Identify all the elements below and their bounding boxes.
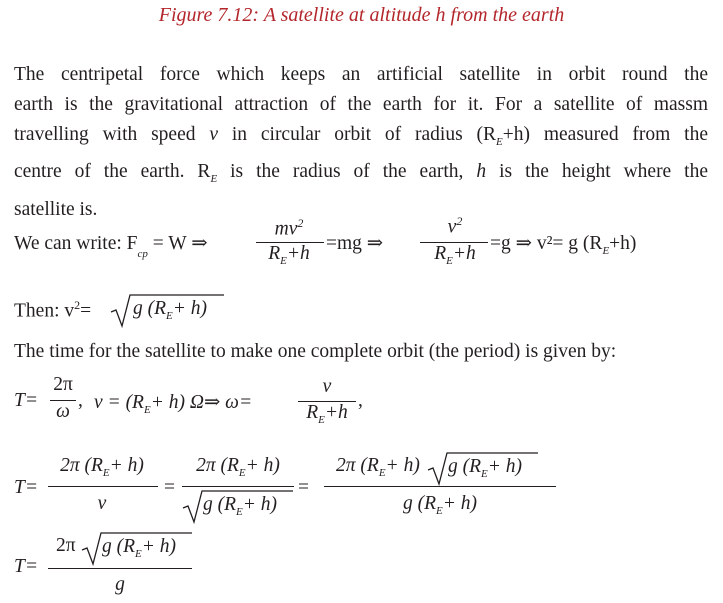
period-text: The time for the satellite to make one complete orbit (the period) is given by: xyxy=(14,341,617,362)
figure-caption: Figure 7.12: A satellite at altitude h from the earth xyxy=(158,4,565,26)
paragraph-line-5: satellite is. xyxy=(14,199,98,221)
paragraph-line-1: The centripetal force which keeps an artificial satellite in orbit round the xyxy=(14,64,708,85)
paragraph-line-3: travelling with speed v in circular orbit of radius $(R_E+h)$ measured from the xyxy=(14,123,708,148)
paragraph-line-2: earth is the gravitational attraction of the earth for it. For a satellite of massm xyxy=(14,93,708,115)
body-paragraph xyxy=(14,60,708,225)
paragraph-line-4: centre of the earth. $R_E$ is the radius of the earth, h is the height where the xyxy=(14,161,709,186)
